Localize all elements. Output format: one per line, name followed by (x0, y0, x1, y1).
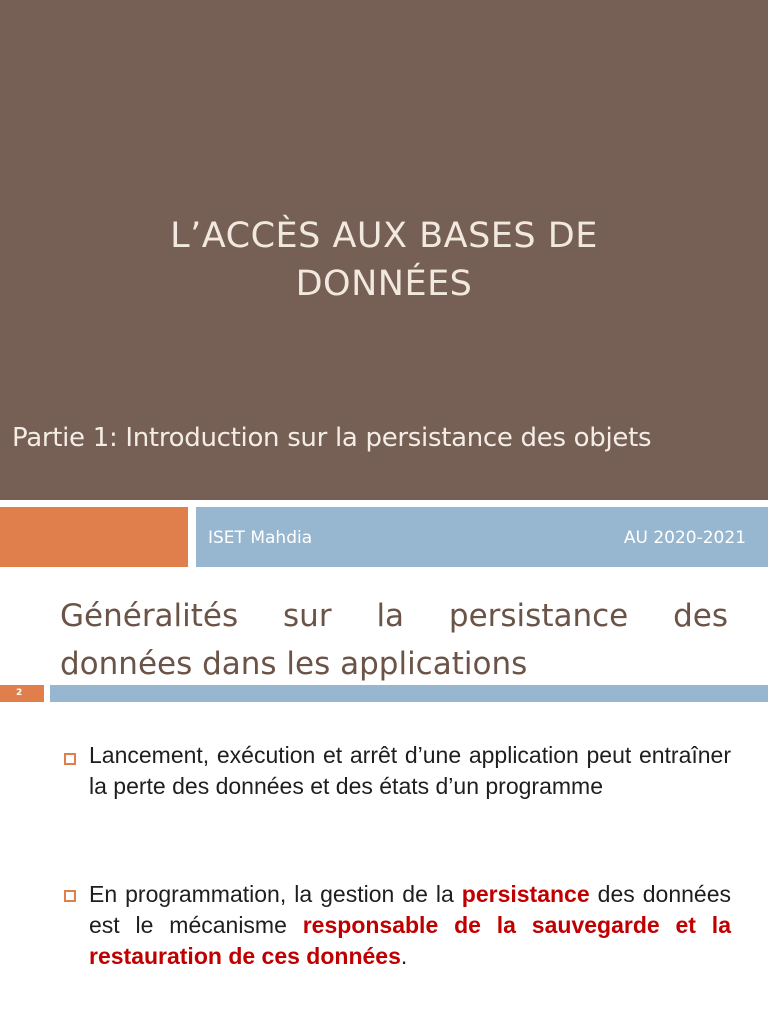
title-word: des (673, 598, 728, 634)
square-bullet-icon (64, 753, 76, 765)
highlight-persistance: persistance (461, 881, 590, 907)
slide1-title-line1: L’ACCÈS AUX BASES DE (170, 216, 598, 256)
square-bullet-icon (64, 890, 76, 902)
slide1-background (0, 0, 768, 500)
title-word: persistance (448, 598, 629, 634)
bullet2-text: En programmation, la gestion de la (89, 881, 462, 907)
title-word: sur (283, 598, 332, 634)
footer-academic-year: AU 2020-2021 (623, 528, 746, 548)
slide2-title-line1 (60, 592, 728, 640)
bullet-item-2 (89, 879, 731, 972)
bullet2-text: . (400, 943, 408, 969)
slide1-title (0, 212, 768, 308)
slide1-title-line2: DONNÉES (295, 264, 473, 304)
bullet2-text: des données est le mécanisme (89, 881, 731, 938)
page-number: 2 (0, 685, 44, 702)
title-word: la (376, 598, 405, 634)
highlight-responsable: responsable de la sauvegarde et la restauration de ces données (89, 912, 731, 969)
slide2-header-bar (50, 685, 768, 702)
bullet-item-1: Lancement, exécution et arrêt d’une application peut entraîner la perte des données et des états d’un programme (89, 742, 731, 799)
footer-orange-block (0, 507, 188, 567)
slide2-title (60, 592, 728, 688)
title-word: Généralités (60, 598, 239, 634)
slide1-subtitle: Partie 1: Introduction sur la persistance des objets (12, 423, 652, 453)
footer-institution: ISET Mahdia (208, 528, 313, 548)
slide2-title-line2: données dans les applications (60, 646, 528, 682)
